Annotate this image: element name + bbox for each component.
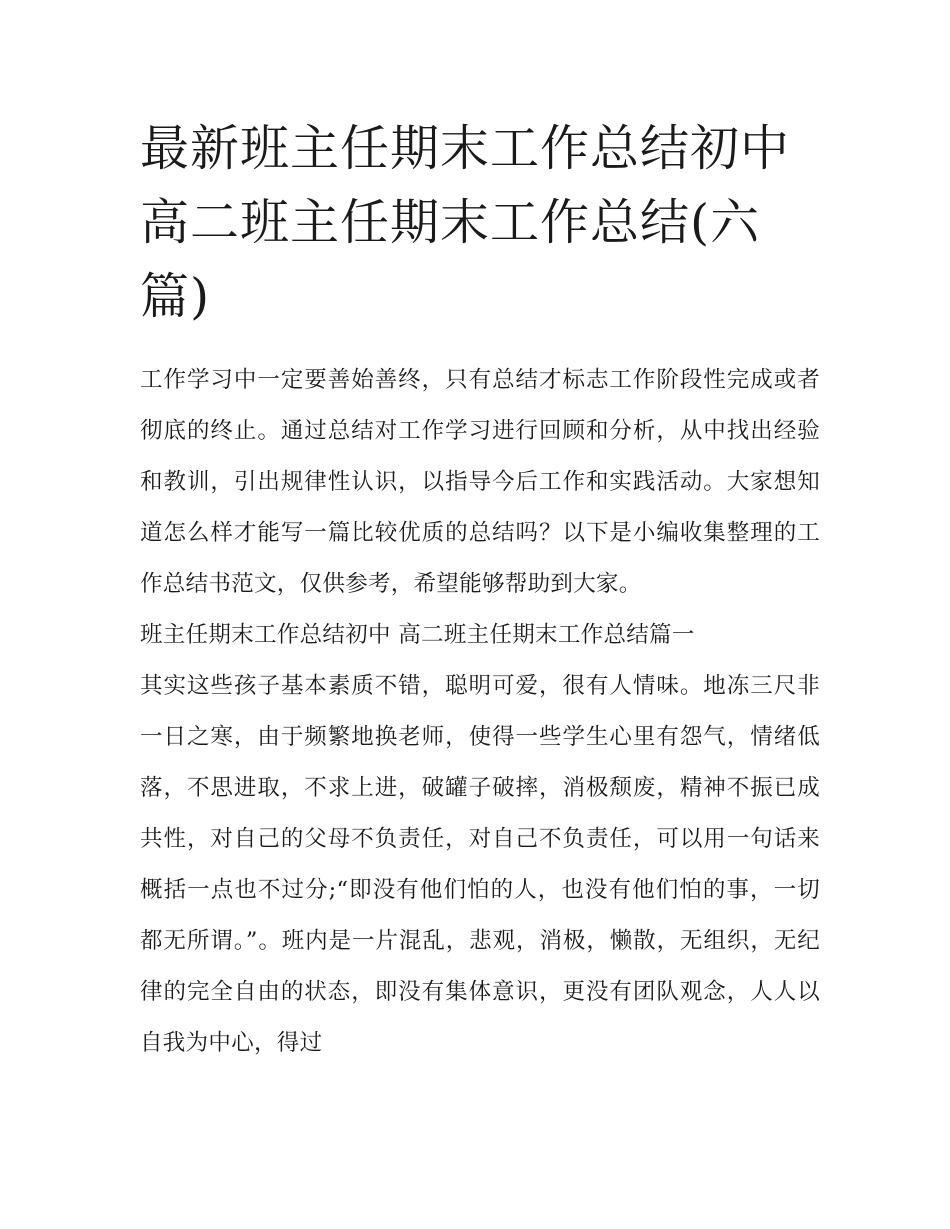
intro-paragraph: 工作学习中一定要善始善终，只有总结才标志工作阶段性完成或者彻底的终止。通过总结对工作学习进行回顾和分析，从中找出经验和教训，引出规律性认识，以指导今后工作和实践活动。大家想知道怎么样才能写一篇比较优质的总结吗？以下是小编收集整理的工作总结书范文，仅供参考，希望能够帮助到大家。 [140, 367, 820, 597]
section-heading: 班主任期末工作总结初中 高二班主任期末工作总结篇一 [140, 622, 695, 648]
section-paragraph: 其实这些孩子基本素质不错，聪明可爱，很有人情味。地冻三尺非一日之寒，由于频繁地换老师，使得一些学生心里有怨气，情绪低落，不思进取，不求上进，破罐子破摔，消极颓废，精神不振已成共性，对自己的父母不负责任，对自己不负责任，可以用一句话来概括一点也不过分;“即没有他们怕的人，也没有他们怕的事，一切都无所谓。”。班内是一片混乱，悲观，消极，懒散，无组织，无纪律的完全自由的状态，即没有集体意识，更没有团队观念，人人以自我为中心，得过 [140, 673, 820, 1056]
document-body [140, 355, 820, 1069]
document-title: 最新班主任期末工作总结初中 高二班主任期末工作总结(六篇) [140, 120, 791, 325]
